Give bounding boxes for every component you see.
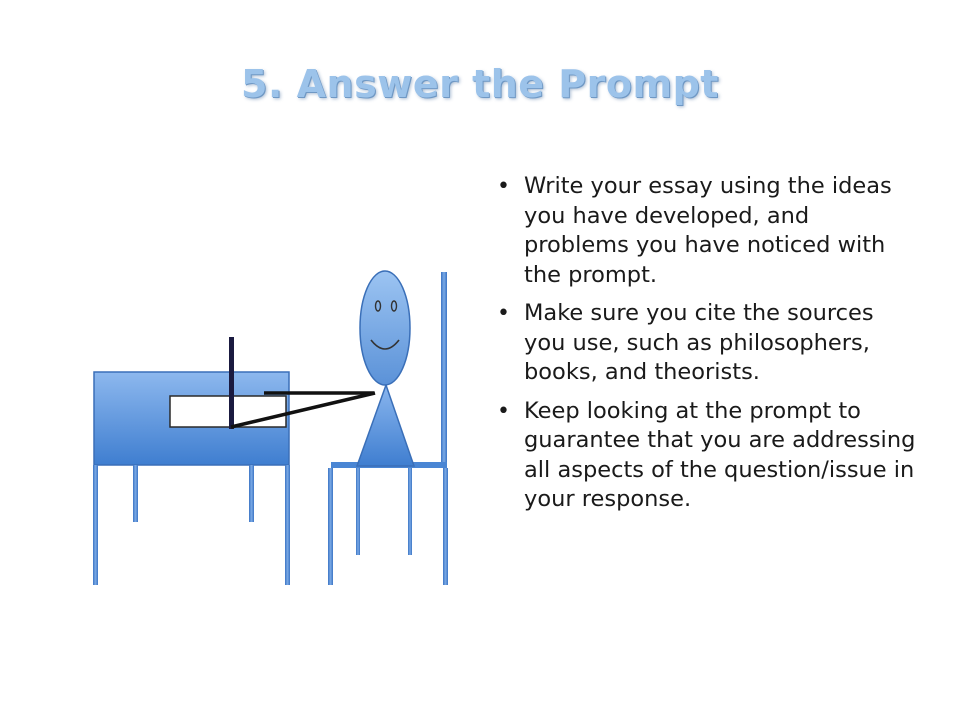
bullet-text: Write your essay using the ideas you have developed, and problems you have noticed with the prompt. [524, 173, 892, 288]
student-head [360, 271, 410, 385]
bullet-item-keep-looking [497, 397, 917, 515]
bullet-marker: • [497, 301, 510, 326]
desk-leg-front-left [93, 465, 98, 585]
bullet-marker: • [497, 398, 510, 424]
paper [170, 396, 286, 427]
slide-title: 5. Answer the Prompt [241, 62, 719, 106]
desk-leg-front-right [285, 465, 290, 585]
chair-leg-front-left [328, 468, 333, 585]
desk-leg-back-left [133, 465, 138, 522]
chair-leg-front-right [443, 468, 448, 585]
chair-leg-back-left [356, 468, 360, 555]
desk-leg-back-right [249, 465, 254, 522]
desk [93, 372, 290, 585]
bullet-text: Make sure you cite the sources you use, such as philosophers, books, and theorists. [524, 300, 874, 385]
bullet-item-write-essay [497, 172, 917, 290]
bullet-item-cite-sources [497, 299, 917, 388]
pencil [229, 337, 234, 429]
bullet-list [497, 172, 917, 524]
chair-leg-back-right [408, 468, 412, 555]
student-body [357, 385, 414, 466]
chair-back [441, 272, 447, 466]
bullet-marker: • [497, 174, 510, 199]
bullet-text: Keep looking at the prompt to guarantee that you are addressing all aspects of the question/issue in your response. [524, 397, 916, 512]
